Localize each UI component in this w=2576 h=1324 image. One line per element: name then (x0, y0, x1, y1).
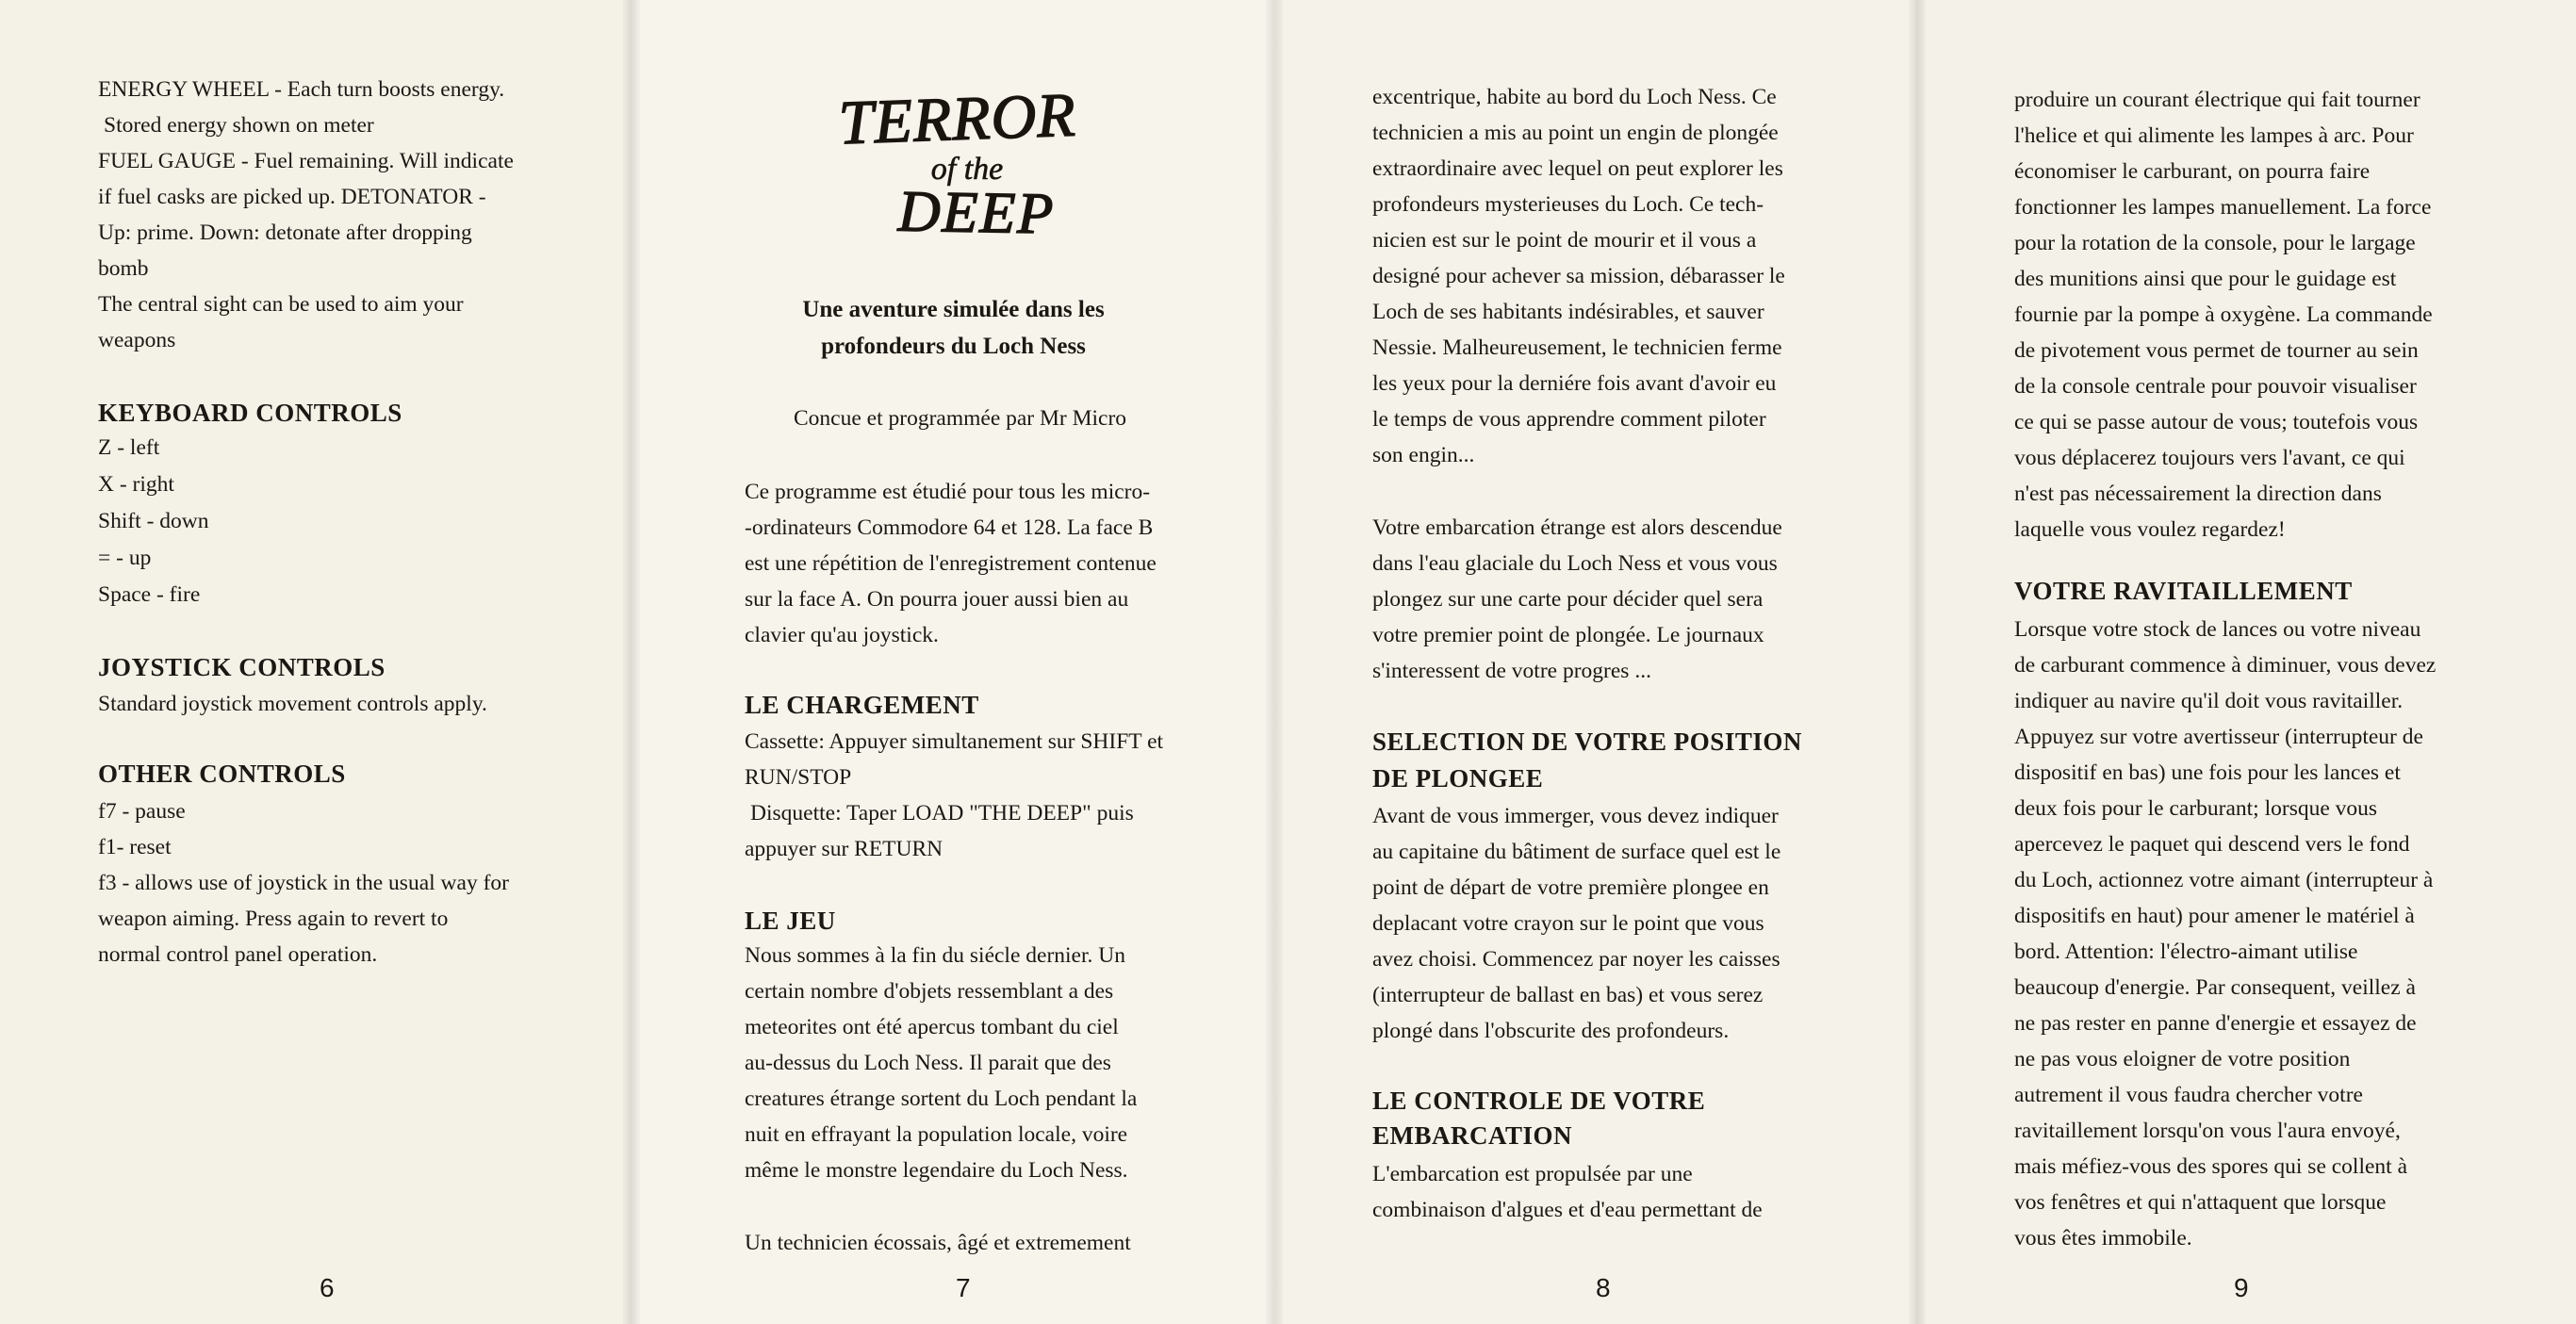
text-line: l'helice et qui alimente les lampes à arc. Pour (2014, 123, 2414, 148)
text-line: Lorsque votre stock de lances ou votre niveau (2014, 617, 2421, 642)
text-line: clavier qu'au joystick. (745, 623, 939, 647)
text-line: if fuel casks are picked up. DETONATOR - (98, 185, 486, 209)
controle-heading-line-2: EMBARCATION (1372, 1121, 1573, 1150)
text-line: Ce programme est étudié pour tous les micro- (745, 480, 1151, 504)
page-number: 8 (1596, 1273, 1611, 1302)
text-line: Disquette: Taper LOAD "THE DEEP" puis (750, 801, 1134, 825)
control-item: normal control panel operation. (98, 942, 378, 967)
text-line: vos fenêtres et qui n'attaquent que lorsque (2014, 1190, 2387, 1215)
text-line: plongé dans l'obscurite des profondeurs. (1372, 1019, 1730, 1043)
control-item: f7 - pause (98, 799, 186, 824)
text-line: de carburant commence à diminuer, vous devez (2014, 653, 2437, 678)
text-line: Cassette: Appuyer simultanement sur SHIFT et (745, 729, 1164, 754)
text-line: The central sight can be used to aim your (98, 292, 464, 317)
page-9 (1916, 0, 2576, 1324)
text-line: les yeux pour la derniére fois avant d'avoir eu (1372, 371, 1777, 396)
text-line: point de départ de votre première plongee en (1372, 875, 1769, 900)
text-line: deplacant votre crayon sur le point que vous (1372, 911, 1764, 936)
controle-heading-line-1: LE CONTROLE DE VOTRE (1372, 1087, 1706, 1115)
text-line: nuit en effrayant la population locale, voire (745, 1122, 1128, 1147)
text-line: sur la face A. On pourra jouer aussi bien au (745, 587, 1129, 612)
control-item: Z - left (98, 435, 160, 460)
text-line: n'est pas nécessairement la direction dans (2014, 482, 2382, 506)
text-line: même le monstre legendaire du Loch Ness. (745, 1158, 1128, 1183)
text-line: dans l'eau glaciale du Loch Ness et vous vous (1372, 551, 1778, 576)
logo-line-2: of the (930, 152, 1004, 187)
page-7 (632, 0, 1275, 1324)
ravitaillement-heading: VOTRE RAVITAILLEMENT (2014, 577, 2353, 605)
page-fold (1266, 0, 1283, 1324)
page-fold (623, 0, 640, 1324)
text-line: ne pas vous eloigner de votre position (2014, 1047, 2351, 1071)
text-line: pour la rotation de la console, pour le largage (2014, 231, 2416, 255)
text-line: mais méfiez-vous des spores qui se collent à (2014, 1154, 2408, 1179)
text-line: weapons (98, 328, 176, 352)
text-line: économiser le carburant, on pourra faire (2014, 159, 2371, 184)
page-6 (0, 0, 632, 1324)
control-item: X - right (98, 472, 174, 497)
text-line: plongez sur une carte pour décider quel sera (1372, 587, 1764, 612)
text-line: nicien est sur le point de mourir et il vous a (1372, 228, 1757, 253)
text-line: FUEL GAUGE - Fuel remaining. Will indicate (98, 149, 514, 173)
text-line: (interrupteur de ballast en bas) et vous serez (1372, 983, 1764, 1007)
text-line: -ordinateurs Commodore 64 et 128. La face B (745, 515, 1154, 540)
text-line: Avant de vous immerger, vous devez indiquer (1372, 804, 1779, 828)
terror-of-the-deep-logo (782, 81, 1140, 251)
subtitle-line-2: profondeurs du Loch Ness (821, 334, 1086, 359)
text-line: Loch de ses habitants indésirables, et sauver (1372, 300, 1764, 324)
text-line: appuyer sur RETURN (745, 837, 943, 861)
page-number: 9 (2234, 1273, 2249, 1302)
text-line: meteorites ont été apercus tombant du ciel (745, 1015, 1119, 1039)
text-line: excentrique, habite au bord du Loch Ness. Ce (1372, 85, 1777, 109)
chargement-heading: LE CHARGEMENT (745, 691, 979, 719)
text-line: Nessie. Malheureusement, le technicien ferme (1372, 335, 1782, 360)
control-item: weapon aiming. Press again to revert to (98, 907, 449, 931)
text-line: bomb (98, 256, 149, 281)
joystick-controls-heading: JOYSTICK CONTROLS (98, 653, 386, 681)
control-item: Shift - down (98, 509, 209, 533)
text-line: Votre embarcation étrange est alors descendue (1372, 515, 1782, 540)
logo-line-3: DEEP (897, 179, 1056, 247)
text-line: son engin... (1372, 443, 1475, 467)
text-line: laquelle vous voulez regardez! (2014, 517, 2286, 542)
text-line: avez choisi. Commencez par noyer les caisses (1372, 947, 1780, 972)
page-fold (1909, 0, 1926, 1324)
selection-heading-line-2: DE PLONGEE (1372, 764, 1544, 793)
keyboard-controls-heading: KEYBOARD CONTROLS (98, 399, 402, 427)
logo-line-1: TERROR (837, 81, 1077, 158)
credit-line: Concue et programmée par Mr Micro (794, 406, 1127, 431)
text-line: Nous sommes à la fin du siécle dernier. Un (745, 943, 1125, 968)
text-line: apercevez le paquet qui descend vers le fond (2014, 832, 2410, 857)
text-line: Appuyez sur votre avertisseur (interrupteur de (2014, 725, 2423, 749)
text-line: Up: prime. Down: detonate after dropping (98, 221, 472, 245)
text-line: vous êtes immobile. (2014, 1226, 2192, 1250)
text-line: bord. Attention: l'électro-aimant utilise (2014, 940, 2358, 964)
text-line: extraordinaire avec lequel on peut explorer les (1372, 156, 1783, 181)
text-line: ravitaillement lorsqu'on vous l'aura envoyé, (2014, 1119, 2401, 1143)
text-line: au-dessus du Loch Ness. Il parait que des (745, 1051, 1111, 1075)
page-number: 6 (320, 1273, 335, 1302)
subtitle-line-1: Une aventure simulée dans les (802, 297, 1105, 322)
text-line: creatures étrange sortent du Loch pendant la (745, 1087, 1138, 1111)
control-item: Space - fire (98, 582, 201, 607)
text-line: profondeurs mysterieuses du Loch. Ce tech- (1372, 192, 1764, 217)
text-line: ne pas rester en panne d'energie et essayez de (2014, 1011, 2417, 1036)
text-line: de pivotement vous permet de tourner au sein (2014, 338, 2419, 363)
text-line: autrement il vous faudra chercher votre (2014, 1083, 2363, 1107)
text-line: fonctionner les lampes manuellement. La force (2014, 195, 2432, 220)
control-item: f3 - allows use of joystick in the usual way for (98, 871, 509, 895)
text-line: ENERGY WHEEL - Each turn boosts energy. (98, 77, 505, 102)
text-line: du Loch, actionnez votre aimant (interrupteur à (2014, 868, 2434, 892)
le-jeu-heading: LE JEU (745, 907, 836, 935)
text-line: Stored energy shown on meter (104, 113, 374, 138)
text-line: technicien a mis au point un engin de plongée (1372, 121, 1779, 145)
text-line: le temps de vous apprendre comment piloter (1372, 407, 1766, 432)
text-line: votre premier point de plongée. Le journaux (1372, 623, 1764, 647)
text-line: fournie par la pompe à oxygène. La commande (2014, 302, 2433, 327)
text-line: L'embarcation est propulsée par une (1372, 1162, 1693, 1186)
text-line: au capitaine du bâtiment de surface quel est le (1372, 840, 1781, 864)
control-item: f1- reset (98, 835, 172, 859)
page-8 (1275, 0, 1916, 1324)
control-item: = - up (98, 546, 152, 570)
text-line: des munitions ainsi que pour le guidage est (2014, 267, 2397, 291)
text-line: deux fois pour le carburant; lorsque vous (2014, 796, 2378, 821)
text-line: indiquer au navire qu'il doit vous ravitailler. (2014, 689, 2404, 713)
text-line: ce qui se passe autour de vous; toutefois vous (2014, 410, 2419, 434)
text-line: s'interessent de votre progres ... (1372, 659, 1651, 683)
text-line: Un technicien écossais, âgé et extremement (745, 1231, 1131, 1255)
text-line: dispositifs en haut) pour amener le matériel à (2014, 904, 2415, 928)
selection-heading-line-1: SELECTION DE VOTRE POSITION (1372, 727, 1802, 756)
other-controls-heading: OTHER CONTROLS (98, 760, 346, 788)
text-line: beaucoup d'energie. Par consequent, veillez à (2014, 975, 2416, 1000)
text-line: de la console centrale pour pouvoir visualiser (2014, 374, 2417, 399)
text-line: designé pour achever sa mission, débarasser le (1372, 264, 1785, 288)
text-line: vous déplacerez toujours vers l'avant, ce qui (2014, 446, 2405, 470)
text-line: certain nombre d'objets ressemblant a des (745, 979, 1114, 1004)
text-line: combinaison d'algues et d'eau permettant de (1372, 1198, 1763, 1222)
joystick-text: Standard joystick movement controls apply. (98, 692, 487, 716)
text-line: est une répétition de l'enregistrement contenue (745, 551, 1157, 576)
text-line: dispositif en bas) une fois pour les lances et (2014, 760, 2401, 785)
page-number: 7 (956, 1273, 971, 1302)
text-line: RUN/STOP (745, 765, 852, 790)
text-line: produire un courant électrique qui fait tourner (2014, 88, 2420, 112)
